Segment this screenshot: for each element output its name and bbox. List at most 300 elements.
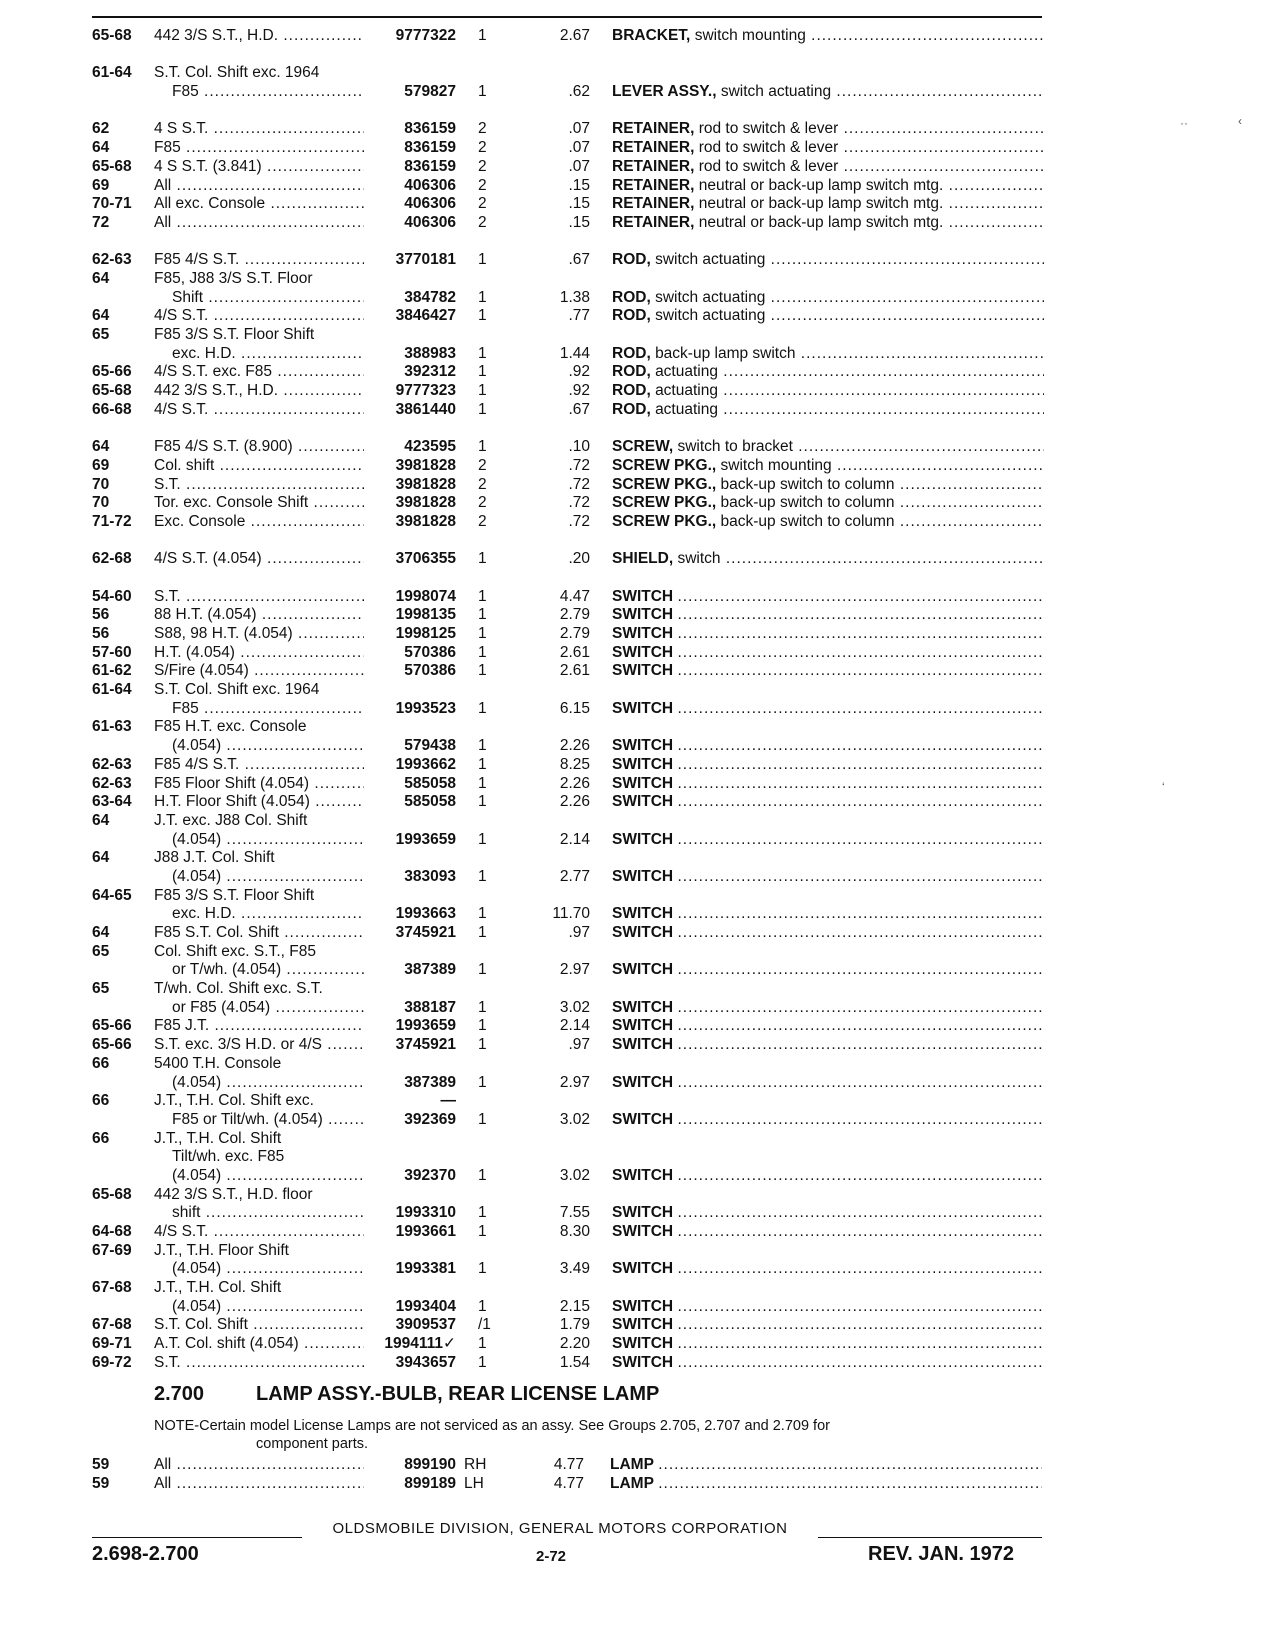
- application: 5400 T.H. Console: [154, 1054, 282, 1072]
- part-number: 3981828: [395, 494, 456, 512]
- part-name: SCREW PKG.,: [612, 475, 717, 493]
- part-number: 1993661: [395, 1223, 456, 1240]
- price: 1.44: [559, 344, 590, 362]
- table-row: [0, 401, 1263, 420]
- description: [612, 457, 1044, 476]
- application: F85 S.T. Col. Shift .....: [154, 924, 364, 943]
- part-number: 570386: [404, 643, 456, 661]
- model-year: 67-69: [92, 1241, 132, 1259]
- application: 4 S S.T. (3.841) .....: [154, 158, 364, 177]
- part-number: 1998135: [395, 606, 456, 624]
- application: S/Fire (4.054) .....: [154, 662, 364, 681]
- quantity: 1: [478, 606, 487, 624]
- quantity: 2: [478, 176, 487, 194]
- model-year: 61-62: [92, 662, 132, 680]
- table-row: [0, 812, 1263, 831]
- group-heading: [154, 1383, 659, 1406]
- description: [612, 195, 1044, 214]
- note-line-1: NOTE-Certain model License Lamps are not serviced as an assy. See Groups 2.705, 2.707 and 2.709 for: [154, 1418, 830, 1434]
- part-name: SWITCH: [612, 1204, 674, 1222]
- application: S.T. Col. Shift exc. 1964: [154, 64, 320, 82]
- application: T/wh. Col. Shift exc. S.T.: [154, 980, 323, 998]
- quantity: 1: [478, 1110, 487, 1128]
- table-row: [0, 326, 1263, 345]
- quantity: 2: [478, 120, 487, 138]
- side: RH: [464, 1456, 487, 1473]
- application: 4 S S.T. .....: [154, 120, 364, 139]
- table-row: [0, 251, 1263, 270]
- model-year: 65: [92, 980, 110, 998]
- table-row: [0, 1092, 1263, 1111]
- application: 442 3/S S.T., H.D. .....: [154, 27, 364, 46]
- part-name: SWITCH: [612, 1073, 674, 1091]
- part-number: 392370: [404, 1166, 456, 1184]
- price: 8.30: [559, 1223, 590, 1240]
- application: J.T., T.H. Floor Shift: [154, 1241, 289, 1259]
- description: [612, 775, 1044, 794]
- application: S.T. .....: [154, 476, 364, 495]
- part-number: —: [440, 1092, 456, 1110]
- application: exc. H.D. .....: [172, 905, 364, 924]
- application: F85, J88 3/S S.T. Floor: [154, 269, 313, 287]
- description: [612, 1298, 1044, 1317]
- part-name: SWITCH: [612, 625, 674, 642]
- part-detail: rod to switch & lever: [698, 139, 839, 157]
- part-name: LAMP: [610, 1456, 654, 1473]
- part-number: 3981828: [395, 512, 456, 530]
- model-year: 67-68: [92, 1279, 132, 1297]
- part-number: 899189: [404, 1474, 456, 1492]
- part-number: 383093: [404, 867, 456, 885]
- table-row: [0, 345, 1263, 364]
- price: .92: [568, 382, 590, 400]
- price: 2.26: [559, 774, 590, 792]
- quantity: 1: [478, 1335, 487, 1353]
- description: [612, 905, 1044, 924]
- table-row: [0, 1456, 1263, 1475]
- model-year: 64-65: [92, 886, 132, 904]
- part-number: 3745921: [395, 924, 456, 941]
- table-row: [0, 195, 1263, 214]
- table-row: [0, 681, 1263, 700]
- part-number: 579438: [404, 737, 456, 755]
- application: shift .....: [172, 1204, 364, 1223]
- description: [612, 345, 1044, 364]
- description: [612, 550, 1044, 569]
- quantity: 1: [478, 643, 487, 661]
- table-row: [0, 1036, 1263, 1055]
- model-year: 62-63: [92, 251, 132, 269]
- part-name: RETAINER,: [612, 176, 695, 194]
- description: [612, 1354, 1044, 1373]
- part-detail: neutral or back-up lamp switch mtg.: [698, 213, 944, 231]
- price: 4.77: [553, 1474, 584, 1492]
- table-row: [0, 1167, 1263, 1186]
- table-row: [0, 1204, 1263, 1223]
- table-row: [0, 382, 1263, 401]
- application: F85 .....: [172, 83, 364, 102]
- table-row: [0, 1017, 1263, 1036]
- part-number: 585058: [404, 774, 456, 792]
- price: .97: [568, 1036, 590, 1054]
- part-number: 3706355: [395, 550, 456, 568]
- model-year: 69-72: [92, 1353, 132, 1371]
- description: [612, 307, 1044, 326]
- row-spacer: [0, 532, 1263, 551]
- top-rule: [92, 16, 1042, 18]
- model-year: 62-68: [92, 550, 132, 568]
- quantity: 1: [478, 774, 487, 792]
- part-name: ROD,: [612, 400, 651, 418]
- part-number: 1994111✓: [384, 1335, 456, 1353]
- table-row: [0, 1055, 1263, 1074]
- table-row: [0, 289, 1263, 308]
- part-detail: neutral or back-up lamp switch mtg.: [698, 195, 944, 213]
- table-row: [0, 887, 1263, 906]
- table-row: [0, 1475, 1263, 1494]
- part-name: SWITCH: [612, 905, 674, 923]
- table-row: [0, 83, 1263, 102]
- table-row: [0, 868, 1263, 887]
- quantity: 1: [478, 867, 487, 885]
- price: 4.77: [553, 1456, 584, 1473]
- footer-rule-right: [818, 1537, 1042, 1538]
- price: .15: [568, 195, 590, 213]
- model-year: 66: [92, 1092, 110, 1110]
- model-year: 56: [92, 625, 110, 642]
- model-year: 56: [92, 606, 110, 624]
- quantity: /1: [478, 1316, 491, 1334]
- quantity: 1: [478, 998, 487, 1016]
- quantity: 1: [478, 1223, 487, 1240]
- part-name: SWITCH: [612, 587, 674, 605]
- part-detail: switch mounting: [694, 27, 806, 44]
- part-name: SWITCH: [612, 1017, 674, 1035]
- row-spacer: [0, 569, 1263, 588]
- part-name: SWITCH: [612, 1316, 674, 1334]
- price: .77: [568, 307, 590, 325]
- table-row: [0, 214, 1263, 233]
- model-year: 69: [92, 456, 110, 474]
- description: [612, 1260, 1044, 1279]
- part-name: SWITCH: [612, 1036, 674, 1054]
- application: Tor. exc. Console Shift .....: [154, 494, 364, 513]
- table-row: [0, 1223, 1263, 1242]
- part-detail: actuating: [655, 363, 718, 381]
- quantity: 1: [478, 737, 487, 755]
- description: [612, 961, 1044, 980]
- part-detail: back-up lamp switch: [655, 344, 796, 362]
- model-year: 64: [92, 438, 110, 456]
- price: .67: [568, 251, 590, 269]
- model-year: 62-63: [92, 774, 132, 792]
- model-year: 66: [92, 1054, 110, 1072]
- part-number: 1998125: [395, 625, 456, 642]
- model-year: 64-68: [92, 1223, 132, 1240]
- group-number: 2.700: [154, 1383, 205, 1405]
- quantity: 1: [478, 550, 487, 568]
- footer-corporation: OLDSMOBILE DIVISION, GENERAL MOTORS CORPORATION: [332, 1520, 788, 1537]
- application: S.T. .....: [154, 588, 364, 607]
- table-row: [0, 943, 1263, 962]
- model-year: 70: [92, 475, 110, 493]
- table-row: [0, 924, 1263, 943]
- part-number: 3981828: [395, 456, 456, 474]
- part-number: 1993381: [395, 1260, 456, 1278]
- part-name: RETAINER,: [612, 139, 695, 157]
- table-row: [0, 494, 1263, 513]
- table-row: [0, 64, 1263, 83]
- application: All .....: [154, 177, 364, 196]
- part-number: 388983: [404, 344, 456, 362]
- application: 442 3/S S.T., H.D. .....: [154, 382, 364, 401]
- model-year: 65-66: [92, 1017, 132, 1035]
- application: F85 .....: [172, 700, 364, 719]
- application: 4/S S.T. .....: [154, 307, 364, 326]
- part-name: SWITCH: [612, 1353, 674, 1371]
- application: Col. shift .....: [154, 457, 364, 476]
- model-year: 69-71: [92, 1335, 132, 1353]
- description: [612, 1223, 1044, 1242]
- table-row: [0, 793, 1263, 812]
- price: .15: [568, 176, 590, 194]
- part-detail: back-up switch to column: [720, 512, 895, 530]
- part-name: SWITCH: [612, 1166, 674, 1184]
- table-row: [0, 849, 1263, 868]
- description: [612, 588, 1044, 607]
- part-name: SWITCH: [612, 1223, 674, 1240]
- model-year: 65-68: [92, 27, 132, 44]
- part-name: SWITCH: [612, 755, 674, 773]
- table-row: [0, 961, 1263, 980]
- table-row: [0, 1148, 1263, 1167]
- quantity: 1: [478, 1166, 487, 1184]
- price: 8.25: [559, 755, 590, 773]
- table-row: [0, 662, 1263, 681]
- application: (4.054) .....: [172, 1074, 364, 1093]
- part-name: SWITCH: [612, 774, 674, 792]
- application: or F85 (4.054) .....: [172, 999, 364, 1018]
- part-number: 1993659: [395, 830, 456, 848]
- price: .62: [568, 83, 590, 101]
- description: [612, 644, 1044, 663]
- price: 2.14: [559, 830, 590, 848]
- table-row: [0, 905, 1263, 924]
- application: 4/S S.T. (4.054) .....: [154, 550, 364, 569]
- quantity: 1: [478, 961, 487, 979]
- part-name: SHIELD,: [612, 550, 674, 568]
- quantity: 2: [478, 494, 487, 512]
- part-name: SWITCH: [612, 699, 674, 717]
- row-spacer: [0, 419, 1263, 438]
- application: All .....: [154, 1456, 364, 1475]
- part-name: ROD,: [612, 251, 651, 269]
- model-year: 72: [92, 213, 110, 231]
- part-number: 836159: [404, 157, 456, 175]
- part-name: RETAINER,: [612, 195, 695, 213]
- application: S88, 98 H.T. (4.054) .....: [154, 625, 364, 644]
- price: 7.55: [559, 1204, 590, 1222]
- part-name: ROD,: [612, 382, 651, 400]
- description: [612, 831, 1044, 850]
- price: .72: [568, 512, 590, 530]
- application: (4.054) .....: [172, 1167, 364, 1186]
- part-number: 579827: [404, 83, 456, 101]
- part-number: 387389: [404, 961, 456, 979]
- application: F85 H.T. exc. Console: [154, 718, 307, 736]
- description: [612, 1074, 1044, 1093]
- part-number: 836159: [404, 120, 456, 138]
- description: [612, 737, 1044, 756]
- model-year: 64: [92, 269, 110, 287]
- model-year: 64: [92, 139, 110, 157]
- footer-page-number: 2-72: [536, 1548, 567, 1565]
- application: F85 Floor Shift (4.054) .....: [154, 775, 364, 794]
- margin-mark: ‘: [1162, 780, 1165, 794]
- description: [612, 382, 1044, 401]
- price: 2.15: [559, 1297, 590, 1315]
- table-row: [0, 644, 1263, 663]
- application: F85 4/S S.T. .....: [154, 251, 364, 270]
- quantity: 1: [478, 251, 487, 269]
- price: 3.02: [559, 1110, 590, 1128]
- application: H.T. (4.054) .....: [154, 644, 364, 663]
- part-number: 3846427: [395, 307, 456, 325]
- description: [612, 513, 1044, 532]
- part-name: LEVER ASSY.,: [612, 83, 717, 101]
- part-number: 585058: [404, 793, 456, 811]
- price: .15: [568, 213, 590, 231]
- part-detail: rod to switch & lever: [698, 157, 839, 175]
- part-detail: switch actuating: [655, 251, 766, 269]
- part-name: SWITCH: [612, 1110, 674, 1128]
- application: 4/S S.T. .....: [154, 1223, 364, 1242]
- price: .10: [568, 438, 590, 456]
- application: F85 J.T. .....: [154, 1017, 364, 1036]
- application: (4.054) .....: [172, 868, 364, 887]
- model-year: 54-60: [92, 587, 132, 605]
- part-number: 392369: [404, 1110, 456, 1128]
- quantity: 1: [478, 625, 487, 642]
- description: [612, 1036, 1044, 1055]
- model-year: 69: [92, 176, 110, 194]
- part-number: 836159: [404, 139, 456, 157]
- part-number: 3745921: [395, 1036, 456, 1054]
- part-name: SCREW,: [612, 438, 674, 456]
- quantity: 1: [478, 587, 487, 605]
- part-name: SWITCH: [612, 662, 674, 680]
- part-name: ROD,: [612, 363, 651, 381]
- description: [612, 793, 1044, 812]
- part-number: 1993663: [395, 905, 456, 923]
- price: 3.02: [559, 998, 590, 1016]
- quantity: 1: [478, 382, 487, 400]
- part-name: RETAINER,: [612, 213, 695, 231]
- model-year: 65-68: [92, 1185, 132, 1203]
- price: .07: [568, 120, 590, 138]
- application: (4.054) .....: [172, 1298, 364, 1317]
- table-row: [0, 363, 1263, 382]
- quantity: 1: [478, 905, 487, 923]
- model-year: 59: [92, 1456, 110, 1473]
- table-row: [0, 1186, 1263, 1205]
- part-name: SCREW PKG.,: [612, 512, 717, 530]
- application: All exc. Console .....: [154, 195, 364, 214]
- application: J.T., T.H. Col. Shift: [154, 1279, 282, 1297]
- quantity: 1: [478, 1353, 487, 1371]
- part-number: 423595: [404, 438, 456, 456]
- table-row: [0, 513, 1263, 532]
- table-row: [0, 588, 1263, 607]
- model-year: 65: [92, 942, 110, 960]
- price: 6.15: [559, 699, 590, 717]
- model-year: 64: [92, 307, 110, 325]
- application: (4.054) .....: [172, 737, 364, 756]
- part-number: 9777322: [395, 27, 456, 44]
- description: [612, 120, 1044, 139]
- model-year: 67-68: [92, 1316, 132, 1334]
- part-number: 392312: [404, 363, 456, 381]
- description: [612, 401, 1044, 420]
- table-row: [0, 775, 1263, 794]
- description: [612, 606, 1044, 625]
- part-number: 406306: [404, 195, 456, 213]
- part-number: 388187: [404, 998, 456, 1016]
- footer-revision: REV. JAN. 1972: [868, 1543, 1015, 1565]
- price: 2.97: [559, 1073, 590, 1091]
- part-name: RETAINER,: [612, 120, 695, 138]
- description: [610, 1475, 1042, 1494]
- price: .07: [568, 157, 590, 175]
- part-name: SWITCH: [612, 961, 674, 979]
- part-detail: actuating: [655, 382, 718, 400]
- part-detail: back-up switch to column: [720, 475, 895, 493]
- application: F85 3/S S.T. Floor Shift: [154, 326, 315, 343]
- description: [612, 363, 1044, 382]
- quantity: 1: [478, 830, 487, 848]
- model-year: 66-68: [92, 400, 132, 418]
- price: 2.79: [559, 606, 590, 624]
- part-detail: switch actuating: [720, 83, 832, 101]
- part-number: 1993659: [395, 1017, 456, 1035]
- description: [612, 214, 1044, 233]
- description: [612, 438, 1044, 457]
- application: 88 H.T. (4.054) .....: [154, 606, 364, 625]
- application: F85 4/S S.T. .....: [154, 756, 364, 775]
- model-year: 57-60: [92, 643, 132, 661]
- quantity: 1: [478, 662, 487, 680]
- part-name: RETAINER,: [612, 157, 695, 175]
- table-row: [0, 1354, 1263, 1373]
- price: 2.26: [559, 737, 590, 755]
- price: 2.67: [559, 27, 590, 44]
- part-detail: neutral or back-up lamp switch mtg.: [698, 176, 944, 194]
- description: [612, 27, 1044, 46]
- description: [612, 868, 1044, 887]
- description: [612, 1316, 1044, 1335]
- part-name: SWITCH: [612, 606, 674, 624]
- table-row: [0, 550, 1263, 569]
- application: F85 or Tilt/wh. (4.054) .....: [172, 1111, 364, 1130]
- part-name: SWITCH: [612, 1297, 674, 1315]
- quantity: 2: [478, 157, 487, 175]
- quantity: 1: [478, 344, 487, 362]
- part-detail: switch actuating: [655, 307, 766, 325]
- quantity: 1: [478, 27, 487, 44]
- table-row: [0, 177, 1263, 196]
- description: [612, 1335, 1044, 1354]
- application: exc. H.D. .....: [172, 345, 364, 364]
